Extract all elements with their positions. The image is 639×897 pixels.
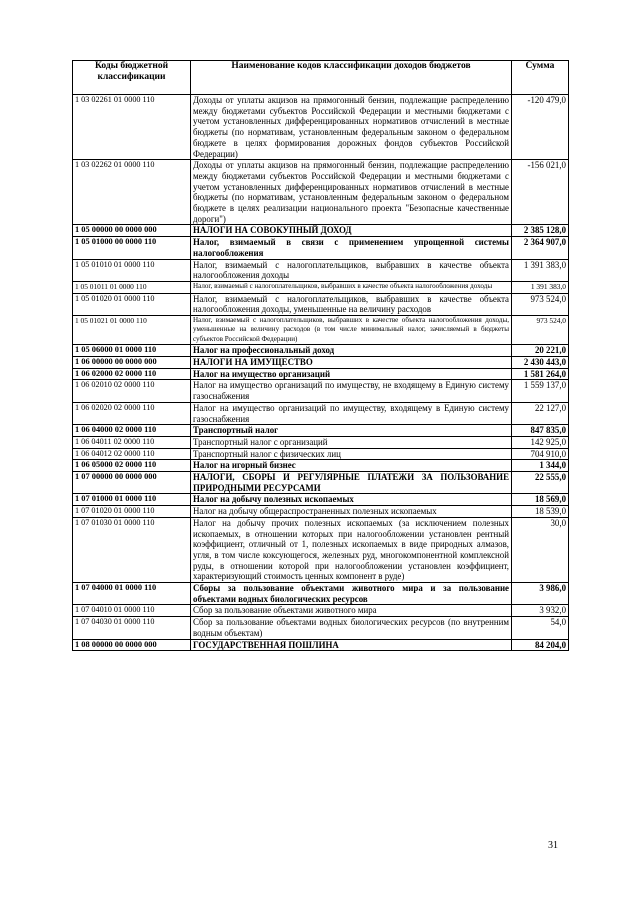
table-row <box>73 472 569 494</box>
budget-code-cell: 1 06 04012 02 0000 110 <box>73 448 191 460</box>
amount-cell: 1 391 383,0 <box>512 281 569 293</box>
revenue-name-cell: Сборы за пользование объектами животного мира и за пользование объектами водных биологических ресурсов <box>191 583 512 605</box>
revenue-name-cell: Налог на имущество организаций <box>191 368 512 380</box>
table-row <box>73 494 569 506</box>
budget-code-cell: 1 05 00000 00 0000 000 <box>73 225 191 237</box>
revenue-name-cell: Сбор за пользование объектами животного мира <box>191 605 512 617</box>
amount-cell: 2 430 443,0 <box>512 356 569 368</box>
page-number: 31 <box>548 840 558 851</box>
table-row <box>73 506 569 518</box>
revenue-name-cell: Налог, взимаемый в связи с применением упрощенной системы налогообложения <box>191 237 512 259</box>
amount-cell: 704 910,0 <box>512 448 569 460</box>
budget-code-cell: 1 03 02262 01 0000 110 <box>73 160 191 225</box>
amount-cell: 973 524,0 <box>512 316 569 345</box>
table-row <box>73 237 569 259</box>
revenue-name-cell: Налог на игорный бизнес <box>191 460 512 472</box>
amount-cell: -120 479,0 <box>512 95 569 160</box>
revenue-name-cell: НАЛОГИ НА ИМУЩЕСТВО <box>191 356 512 368</box>
revenue-name-cell: Налог на имущество организаций по имуществу, не входящему в Единую систему газоснабжения <box>191 380 512 402</box>
revenue-name-cell: Транспортный налог с организаций <box>191 436 512 448</box>
amount-cell: 20 221,0 <box>512 345 569 357</box>
table-row <box>73 281 569 293</box>
revenue-name-cell: НАЛОГИ НА СОВОКУПНЫЙ ДОХОД <box>191 225 512 237</box>
table-row <box>73 293 569 315</box>
budget-code-cell: 1 05 01010 01 0000 110 <box>73 259 191 281</box>
table-row <box>73 380 569 402</box>
table-row <box>73 160 569 225</box>
budget-code-cell: 1 03 02261 01 0000 110 <box>73 95 191 160</box>
revenue-name-cell: Доходы от уплаты акцизов на прямогонный бензин, подлежащие распределению между бюджетами субъектов Российской Федерации и местными бюджетами с учетом установленных дифференцированных нормативов отчислений в местные бюджеты (по нормативам, установленным федеральным законом о федеральном бюджете в целях реализации национального проекта "Безопасные качественные дороги") <box>191 160 512 225</box>
revenue-name-cell: Налог на добычу общераспространенных полезных ископаемых <box>191 506 512 518</box>
budget-code-cell: 1 06 02010 02 0000 110 <box>73 380 191 402</box>
budget-code-cell: 1 07 01020 01 0000 110 <box>73 506 191 518</box>
budget-code-cell: 1 06 00000 00 0000 000 <box>73 356 191 368</box>
budget-code-cell: 1 08 00000 00 0000 000 <box>73 639 191 651</box>
table-row <box>73 345 569 357</box>
revenue-name-cell: Транспортный налог <box>191 425 512 437</box>
table-row <box>73 225 569 237</box>
amount-cell: 1 391 383,0 <box>512 259 569 281</box>
budget-code-cell: 1 06 04000 02 0000 110 <box>73 425 191 437</box>
revenue-name-cell: Налог, взимаемый с налогоплательщиков, выбравших в качестве объекта налогообложения доходы, уменьшенные на величину расходов <box>191 293 512 315</box>
budget-revenue-table <box>72 60 569 651</box>
amount-cell: 18 539,0 <box>512 506 569 518</box>
table-row <box>73 639 569 651</box>
revenue-name-cell: Налог на имущество организаций по имуществу, входящему в Единую систему газоснабжения <box>191 402 512 424</box>
budget-code-cell: 1 05 01000 00 0000 110 <box>73 237 191 259</box>
table-row <box>73 617 569 639</box>
budget-code-cell: 1 07 04000 01 0000 110 <box>73 583 191 605</box>
budget-code-cell: 1 07 04030 01 0000 110 <box>73 617 191 639</box>
budget-code-cell: 1 07 04010 01 0000 110 <box>73 605 191 617</box>
budget-code-cell: 1 06 02000 02 0000 110 <box>73 368 191 380</box>
table-row <box>73 402 569 424</box>
table-row <box>73 460 569 472</box>
table-row <box>73 605 569 617</box>
table-row <box>73 356 569 368</box>
revenue-name-cell: Налог, взимаемый с налогоплательщиков, выбравших в качестве объекта налогообложения доходы <box>191 259 512 281</box>
amount-cell: 54,0 <box>512 617 569 639</box>
revenue-name-cell: НАЛОГИ, СБОРЫ И РЕГУЛЯРНЫЕ ПЛАТЕЖИ ЗА ПОЛЬЗОВАНИЕ ПРИРОДНЫМИ РЕСУРСАМИ <box>191 472 512 494</box>
revenue-name-cell: Транспортный налог с физических лиц <box>191 448 512 460</box>
table-row <box>73 436 569 448</box>
table-row <box>73 425 569 437</box>
table-row <box>73 448 569 460</box>
revenue-name-cell: Налог, взимаемый с налогоплательщиков, выбравших в качестве объекта налогообложения доходы <box>191 281 512 293</box>
budget-code-cell: 1 05 06000 01 0000 110 <box>73 345 191 357</box>
budget-code-cell: 1 07 01000 01 0000 110 <box>73 494 191 506</box>
budget-code-cell: 1 05 01021 01 0000 110 <box>73 316 191 345</box>
table-body <box>73 95 569 651</box>
table-row <box>73 583 569 605</box>
table-row <box>73 95 569 160</box>
amount-cell: -156 021,0 <box>512 160 569 225</box>
amount-cell: 18 569,0 <box>512 494 569 506</box>
amount-cell: 22 127,0 <box>512 402 569 424</box>
table-header-row <box>73 61 569 95</box>
budget-code-cell: 1 06 04011 02 0000 110 <box>73 436 191 448</box>
budget-code-cell: 1 07 01030 01 0000 110 <box>73 517 191 582</box>
amount-cell: 1 581 264,0 <box>512 368 569 380</box>
budget-code-cell: 1 05 01011 01 0000 110 <box>73 281 191 293</box>
amount-cell: 30,0 <box>512 517 569 582</box>
revenue-name-cell: Доходы от уплаты акцизов на прямогонный бензин, подлежащие распределению между бюджетами субъектов Российской Федерации и местными бюджетами с учетом установленных дифференцированных нормативов отчислений в местные бюджеты (по нормативам, установленным федеральным законом о федеральном бюджете в целях формирования дорожных фондов субъектов Российской Федерации) <box>191 95 512 160</box>
amount-cell: 2 364 907,0 <box>512 237 569 259</box>
amount-cell: 2 385 128,0 <box>512 225 569 237</box>
amount-cell: 3 932,0 <box>512 605 569 617</box>
revenue-name-cell: Сбор за пользование объектами водных биологических ресурсов (по внутренним водным объектам) <box>191 617 512 639</box>
table-row <box>73 316 569 345</box>
revenue-name-cell: ГОСУДАРСТВЕННАЯ ПОШЛИНА <box>191 639 512 651</box>
budget-code-cell: 1 05 01020 01 0000 110 <box>73 293 191 315</box>
revenue-name-cell: Налог на добычу прочих полезных ископаемых (за исключением полезных ископаемых, в отношении которых при налогообложении установлен рентный коэффициент, отличный от 1, полезных ископаемых в виде природных алмазов, угля, в том числе коксующегося, железных руд, многокомпонентной комплексной руды, в отношении которой при налогообложении установлен коэффициент, характеризующий стоимость ценных компонент в руде) <box>191 517 512 582</box>
revenue-name-cell: Налог, взимаемый с налогоплательщиков, выбравших в качестве объекта налогообложения доходы, уменьшенные на величину расходов (в том числе минимальный налог, зачисляемый в бюджеты субъектов Российской Федерации) <box>191 316 512 345</box>
budget-code-cell: 1 07 00000 00 0000 000 <box>73 472 191 494</box>
table-row <box>73 259 569 281</box>
header-codes: Коды бюджетной классификации <box>73 61 191 95</box>
amount-cell: 84 204,0 <box>512 639 569 651</box>
amount-cell: 1 559 137,0 <box>512 380 569 402</box>
budget-code-cell: 1 06 02020 02 0000 110 <box>73 402 191 424</box>
amount-cell: 847 835,0 <box>512 425 569 437</box>
header-name: Наименование кодов классификации доходов бюджетов <box>191 61 512 95</box>
amount-cell: 22 555,0 <box>512 472 569 494</box>
budget-code-cell: 1 06 05000 02 0000 110 <box>73 460 191 472</box>
table-row <box>73 517 569 582</box>
amount-cell: 1 344,0 <box>512 460 569 472</box>
amount-cell: 973 524,0 <box>512 293 569 315</box>
header-sum: Сумма <box>512 61 569 95</box>
revenue-name-cell: Налог на профессиональный доход <box>191 345 512 357</box>
revenue-name-cell: Налог на добычу полезных ископаемых <box>191 494 512 506</box>
table-row <box>73 368 569 380</box>
amount-cell: 142 925,0 <box>512 436 569 448</box>
amount-cell: 3 986,0 <box>512 583 569 605</box>
